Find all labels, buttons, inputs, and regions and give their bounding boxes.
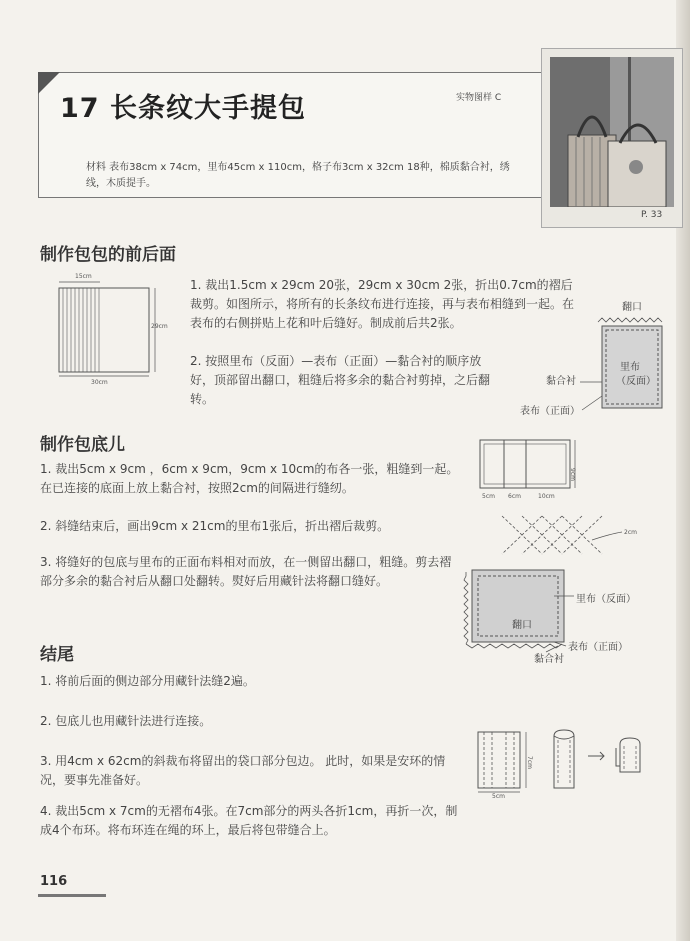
bag-photo [541, 48, 683, 228]
step-2-1: 1. 裁出5cm x 9cm ，6cm x 9cm，9cm x 10cm的布各一张，粗缝到一起。在已连接的底面上放上黏合衬，按照2cm的间隔进行缝纫。 [40, 462, 459, 495]
step-3-1: 1. 将前后面的侧边部分用藏针法缝2遍。 [40, 674, 255, 688]
label-outer-2: 表布（正面） [568, 642, 628, 653]
step-3-3: 3. 用4cm x 62cm的斜裁布将留出的袋口部分包边。 此时，如果是安环的情况，要事先准备好。 [40, 754, 446, 787]
section-heading-bottom: 制作包底儿 [40, 435, 125, 455]
label-interfacing-2: 黏合衬 [534, 654, 564, 665]
materials-text: 材料 表布38cm x 74cm，里布45cm x 110cm，格子布3cm x 32cm 18种，棉质黏合衬，绣线，木质提手。 [86, 162, 510, 189]
dim-bottom: 30cm [91, 379, 108, 386]
section-heading-front-back: 制作包包的前后面 [40, 245, 176, 265]
dim-side: 29cm [151, 323, 168, 330]
page-number: 116 [40, 874, 68, 889]
label-lining-side: （反面） [616, 376, 656, 387]
loop-diagram [470, 726, 670, 800]
diagonal-quilting-diagram [498, 510, 648, 560]
label-opening-2: 翻口 [512, 620, 532, 631]
bottom-panels-diagram [478, 436, 588, 498]
step-1-2: 2. 按照里布（反面）—表布（正面）—黏合衬的顺序放好，顶部留出翻口，粗缝后将多余的黏合衬剪掉，之后翻转。 [190, 354, 491, 406]
page-title: 17 长条纹大手提包 [60, 93, 306, 124]
photo-page-reference: P. 33 [641, 210, 663, 220]
dim-gap: 2cm [624, 529, 637, 536]
dim-loop-w: 5cm [492, 793, 505, 800]
bag-illustration [550, 57, 674, 207]
page-number-underline [38, 894, 106, 897]
dim-w3: 10cm [538, 493, 555, 500]
striped-panel-diagram [55, 270, 168, 390]
step-1-1: 1. 裁出1.5cm x 29cm 20张，29cm x 30cm 2张，折出0.7cm的褶后裁剪。如图所示，将所有的长条纹布进行连接，再与表布相缝到一起。在表布的右侧拼贴上花和叶后缝好。制成前后共2张。 [190, 278, 575, 330]
dim-w1: 5cm [482, 493, 495, 500]
label-lining-back: 里布（反面） [576, 594, 636, 605]
label-lining: 里布 [620, 362, 640, 373]
label-opening: 翻口 [622, 302, 642, 313]
dim-height: 9cm [569, 468, 576, 481]
label-interfacing: 黏合衬 [546, 376, 576, 387]
dim-top: 15cm [75, 273, 92, 280]
title-corner-mark [38, 72, 60, 94]
bag-photo-image [550, 57, 674, 207]
section-heading-finishing: 结尾 [40, 645, 74, 665]
dim-loop-h: 7cm [526, 756, 533, 769]
step-3-2: 2. 包底儿也用藏针法进行连接。 [40, 714, 212, 728]
step-2-2: 2. 斜缝结束后，画出9cm x 21cm的里布1张后，折出褶后裁剪。 [40, 519, 390, 533]
bottom-lining-diagram [462, 566, 652, 672]
dim-w2: 6cm [508, 493, 521, 500]
step-3-4: 4. 裁出5cm x 7cm的无褶布4张。在7cm部分的两头各折1cm，再折一次，制成4个布环。将布环连在绳的环上，最后将包带缝合上。 [40, 804, 458, 837]
photo-label: 实物图样 C [456, 93, 502, 103]
step-2-3: 3. 将缝好的包底与里布的正面布料相对而放，在一侧留出翻口，粗缝。剪去褶部分多余的黏合衬后从翻口处翻转。熨好后用藏针法将翻口缝好。 [40, 555, 452, 588]
label-outer: 表布（正面） [520, 406, 580, 417]
layering-diagram [520, 300, 670, 420]
